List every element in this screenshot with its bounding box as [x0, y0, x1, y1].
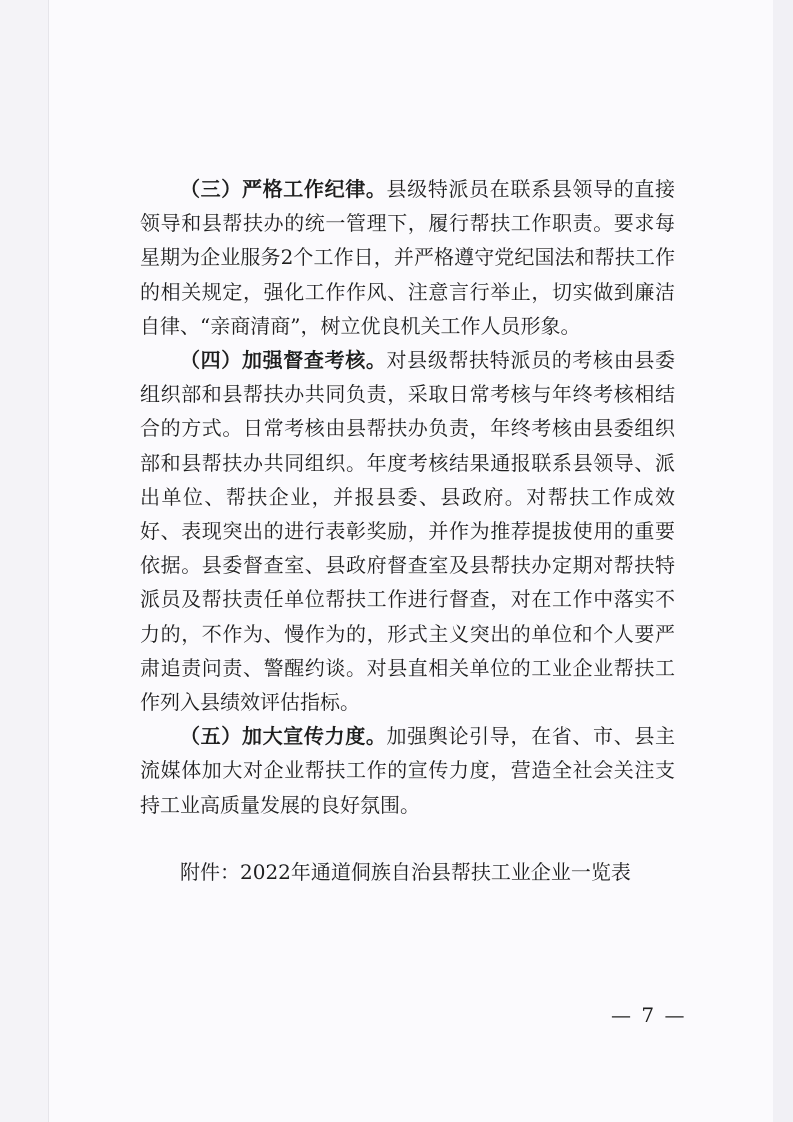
document-body	[140, 172, 675, 822]
scan-edge-left	[0, 0, 48, 1122]
attachment-note: 附件：2022年通道侗族自治县帮扶工业企业一览表	[180, 860, 631, 884]
heading-inspection: （四）加强督查考核。	[180, 348, 387, 373]
heading-discipline: （三）严格工作纪律。	[180, 177, 387, 201]
body-publicity: 加强舆论引导，在省、市、县主流媒体加大对企业帮扶工作的宣传力度，营造全社会关注支持工业高质量发展的良好氛围。	[140, 724, 676, 817]
paragraph-publicity	[140, 719, 675, 822]
scan-edge-right	[773, 0, 793, 1122]
page-number: — 7 —	[611, 1003, 687, 1027]
heading-publicity: （五）加大宣传力度。	[180, 724, 387, 749]
paragraph-inspection	[140, 343, 675, 719]
body-inspection: 对县级帮扶特派员的考核由县委组织部和县帮扶办共同负责，采取日常考核与年终考核相结合的方式。日常考核由县帮扶办负责，年终考核由县委组织部和县帮扶办共同组织。年度考核结果通报联系县领导、派出单位、帮扶企业，并报县委、县政府。对帮扶工作成效好、表现突出的进行表彰奖励，并作为推荐提拔使用的重要依据。县委督查室、县政府督查室及县帮扶办定期对帮扶特派员及帮扶责任单位帮扶工作进行督查，对在工作中落实不力的，不作为、慢作为的，形式主义突出的单位和个人要严肃追责问责、警醒约谈。对县直相关单位的工业企业帮扶工作列入县绩效评估指标。	[140, 348, 676, 715]
paragraph-discipline	[140, 172, 675, 343]
body-discipline: 县级特派员在联系县领导的直接领导和县帮扶办的统一管理下，履行帮扶工作职责。要求每星期为企业服务2个工作日，并严格遵守党纪国法和帮扶工作的相关规定，强化工作作风、注意言行举止，切实做到廉洁自律、“亲商清商”，树立优良机关工作人员形象。	[140, 177, 676, 338]
scan-edge-line	[48, 0, 49, 1122]
